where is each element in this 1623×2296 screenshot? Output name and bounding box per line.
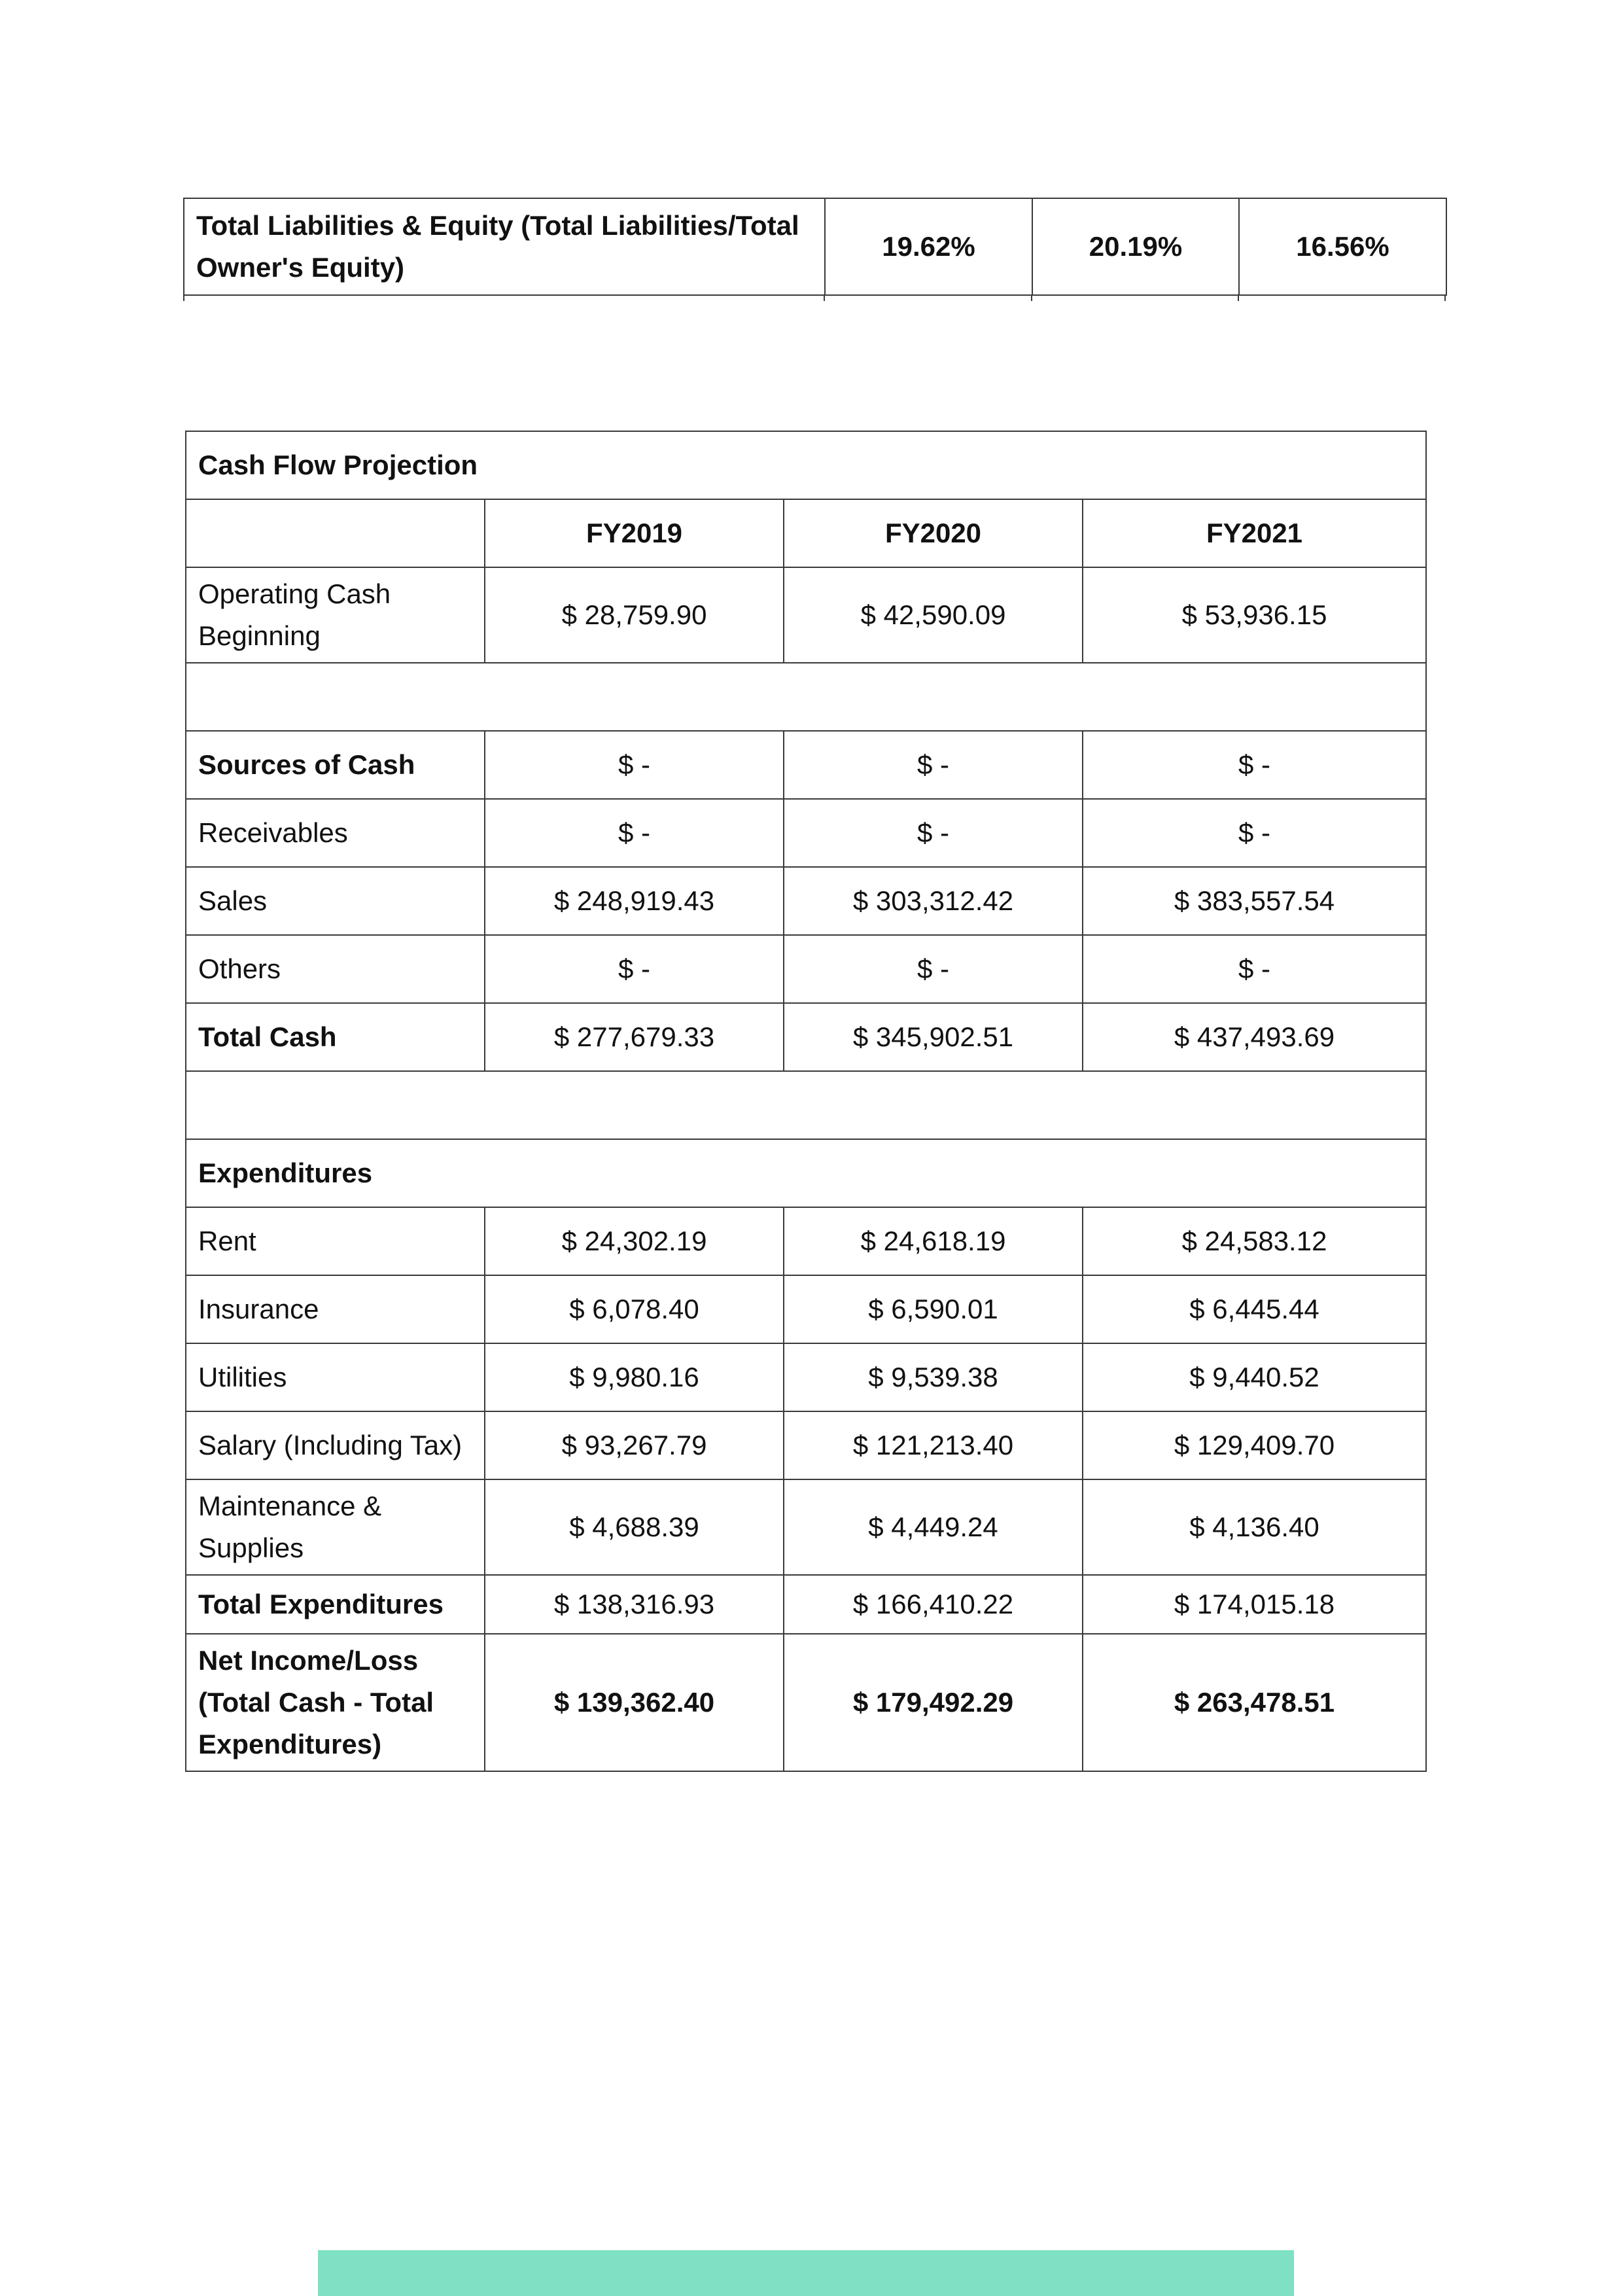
cell-value: $ 24,618.19	[784, 1207, 1083, 1275]
cell-value: $ 6,590.01	[784, 1275, 1083, 1343]
cell-value: $ 6,078.40	[485, 1275, 784, 1343]
cell-value: $ 9,440.52	[1083, 1343, 1426, 1411]
cell-value: $ 179,492.29	[784, 1634, 1083, 1771]
cell-value: $ 121,213.40	[784, 1411, 1083, 1479]
row-label: Operating Cash Beginning	[186, 567, 485, 663]
ratio-value-fy2019: 19.62%	[825, 198, 1032, 295]
row-label: Receivables	[186, 799, 485, 867]
cell-value: $ 437,493.69	[1083, 1003, 1426, 1071]
cell-value: $ 4,688.39	[485, 1479, 784, 1575]
table-row	[184, 198, 1446, 295]
year-header-row	[186, 499, 1426, 567]
row-label: Total Cash	[186, 1003, 485, 1071]
sources-header-row	[186, 731, 1426, 799]
cell-value: $ 42,590.09	[784, 567, 1083, 663]
row-label: Salary (Including Tax)	[186, 1411, 485, 1479]
cell-value: $ 9,980.16	[485, 1343, 784, 1411]
table-row	[186, 1275, 1426, 1343]
cell-value: $ -	[1083, 935, 1426, 1003]
table-row	[186, 935, 1426, 1003]
cell-value: $ 345,902.51	[784, 1003, 1083, 1071]
row-label: Sources of Cash	[186, 731, 485, 799]
cell-value: $ 174,015.18	[1083, 1575, 1426, 1634]
cell-value: $ -	[485, 799, 784, 867]
year-fy2021: FY2021	[1083, 499, 1426, 567]
net-income-row	[186, 1634, 1426, 1771]
year-fy2019: FY2019	[485, 499, 784, 567]
spacer-row	[186, 1071, 1426, 1139]
cell-value: $ 9,539.38	[784, 1343, 1083, 1411]
cell-value: $ 4,449.24	[784, 1479, 1083, 1575]
row-label: Others	[186, 935, 485, 1003]
cell-value: $ 303,312.42	[784, 867, 1083, 935]
row-label: Total Expenditures	[186, 1575, 485, 1634]
cell-value: $ 138,316.93	[485, 1575, 784, 1634]
cell-value: $ 53,936.15	[1083, 567, 1426, 663]
ratio-value-fy2020: 20.19%	[1032, 198, 1239, 295]
cell-value: $ -	[1083, 731, 1426, 799]
empty-cell	[186, 499, 485, 567]
row-label: Maintenance & Supplies	[186, 1479, 485, 1575]
row-label: Insurance	[186, 1275, 485, 1343]
empty-cell	[186, 1071, 1426, 1139]
cell-value: $ -	[784, 799, 1083, 867]
spacer-row	[186, 663, 1426, 731]
cell-value: $ 383,557.54	[1083, 867, 1426, 935]
cell-value: $ -	[1083, 799, 1426, 867]
empty-cell	[186, 663, 1426, 731]
cell-value: $ 263,478.51	[1083, 1634, 1426, 1771]
ratio-value-fy2021: 16.56%	[1239, 198, 1446, 295]
cell-value: $ 129,409.70	[1083, 1411, 1426, 1479]
table-row	[186, 799, 1426, 867]
ratio-label: Total Liabilities & Equity (Total Liabilities/Total Owner's Equity)	[184, 198, 825, 295]
cell-value: $ -	[485, 731, 784, 799]
expenditures-title: Expenditures	[186, 1139, 1426, 1207]
cell-value: $ 93,267.79	[485, 1411, 784, 1479]
cell-value: $ 166,410.22	[784, 1575, 1083, 1634]
table-title-row	[186, 431, 1426, 499]
table-row	[186, 1207, 1426, 1275]
cash-flow-title: Cash Flow Projection	[186, 431, 1426, 499]
cash-flow-table	[185, 431, 1427, 1772]
cell-value: $ 24,583.12	[1083, 1207, 1426, 1275]
year-fy2020: FY2020	[784, 499, 1083, 567]
operating-cash-row	[186, 567, 1426, 663]
row-label: Rent	[186, 1207, 485, 1275]
total-cash-row	[186, 1003, 1426, 1071]
footer-accent-bar	[318, 2250, 1294, 2296]
table-row	[186, 1411, 1426, 1479]
row-label: Sales	[186, 867, 485, 935]
cell-value: $ 6,445.44	[1083, 1275, 1426, 1343]
cell-value: $ 24,302.19	[485, 1207, 784, 1275]
expenditures-title-row	[186, 1139, 1426, 1207]
total-expenditures-row	[186, 1575, 1426, 1634]
liabilities-equity-table	[183, 198, 1447, 296]
table-row	[186, 1479, 1426, 1575]
cell-value: $ -	[485, 935, 784, 1003]
table-row	[186, 867, 1426, 935]
row-label: Utilities	[186, 1343, 485, 1411]
row-label: Net Income/Loss (Total Cash - Total Expenditures)	[186, 1634, 485, 1771]
cell-value: $ -	[784, 935, 1083, 1003]
cell-value: $ 277,679.33	[485, 1003, 784, 1071]
cell-value: $ 248,919.43	[485, 867, 784, 935]
table-row	[186, 1343, 1426, 1411]
cell-value: $ 28,759.90	[485, 567, 784, 663]
cell-value: $ 4,136.40	[1083, 1479, 1426, 1575]
cell-value: $ 139,362.40	[485, 1634, 784, 1771]
cell-value: $ -	[784, 731, 1083, 799]
